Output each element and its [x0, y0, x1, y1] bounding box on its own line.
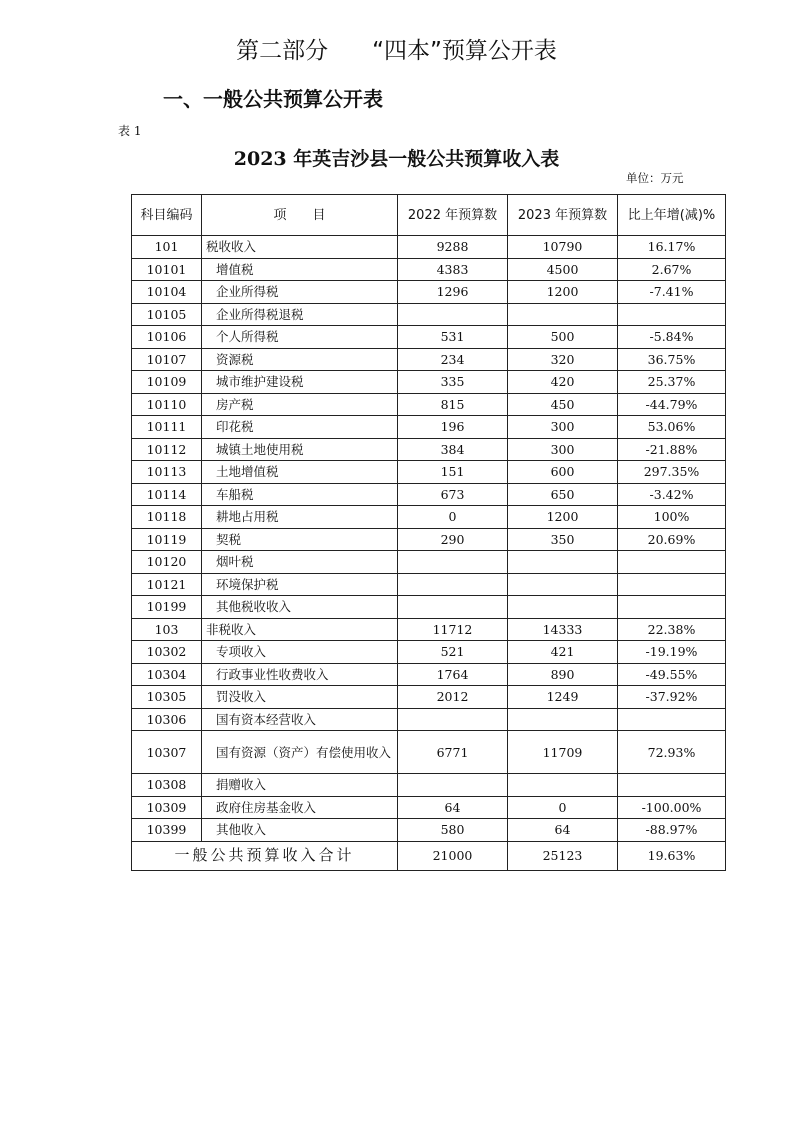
row-value-2023: 1200: [508, 506, 618, 529]
row-item-name: 房产税: [202, 393, 398, 416]
row-value-2023: [508, 596, 618, 619]
row-change-percent: -3.42%: [618, 483, 726, 506]
table-row: [132, 281, 726, 304]
total-2023: 25123: [508, 841, 618, 870]
table-row: [132, 819, 726, 842]
row-value-2023: [508, 708, 618, 731]
row-value-2022: 531: [398, 326, 508, 349]
row-change-percent: -49.55%: [618, 663, 726, 686]
row-value-2022: [398, 551, 508, 574]
table-row: [132, 663, 726, 686]
row-change-percent: 72.93%: [618, 731, 726, 774]
row-value-2023: 11709: [508, 731, 618, 774]
row-code: 10399: [132, 819, 202, 842]
column-header-code: 科目编码: [132, 195, 202, 236]
row-value-2023: 10790: [508, 236, 618, 259]
budget-income-table: [131, 194, 726, 871]
row-item-name: 罚没收入: [202, 686, 398, 709]
row-change-percent: 22.38%: [618, 618, 726, 641]
row-item-name: 其他税收收入: [202, 596, 398, 619]
row-item-name: 政府住房基金收入: [202, 796, 398, 819]
row-item-name: 烟叶税: [202, 551, 398, 574]
row-change-percent: 297.35%: [618, 461, 726, 484]
row-value-2022: 151: [398, 461, 508, 484]
row-code: 10101: [132, 258, 202, 281]
row-code: 10106: [132, 326, 202, 349]
row-value-2022: 234: [398, 348, 508, 371]
row-item-name: 耕地占用税: [202, 506, 398, 529]
row-value-2023: 890: [508, 663, 618, 686]
row-value-2022: 335: [398, 371, 508, 394]
row-code: 10302: [132, 641, 202, 664]
table-row: [132, 326, 726, 349]
table-row: [132, 686, 726, 709]
row-change-percent: 25.37%: [618, 371, 726, 394]
row-change-percent: 16.17%: [618, 236, 726, 259]
row-item-name: 城市维护建设税: [202, 371, 398, 394]
row-item-name: 税收收入: [202, 236, 398, 259]
row-code: 10112: [132, 438, 202, 461]
row-change-percent: -37.92%: [618, 686, 726, 709]
row-item-name: 企业所得税退税: [202, 303, 398, 326]
column-header-2022: 2022 年预算数: [398, 195, 508, 236]
table-row: [132, 393, 726, 416]
table-row: [132, 528, 726, 551]
row-change-percent: 53.06%: [618, 416, 726, 439]
column-header-2023: 2023 年预算数: [508, 195, 618, 236]
row-change-percent: -88.97%: [618, 819, 726, 842]
row-change-percent: 36.75%: [618, 348, 726, 371]
total-2022: 21000: [398, 841, 508, 870]
row-change-percent: [618, 708, 726, 731]
row-value-2022: 196: [398, 416, 508, 439]
row-change-percent: -21.88%: [618, 438, 726, 461]
row-value-2022: 521: [398, 641, 508, 664]
row-code: 10119: [132, 528, 202, 551]
row-item-name: 国有资本经营收入: [202, 708, 398, 731]
table-row: [132, 551, 726, 574]
row-value-2023: 0: [508, 796, 618, 819]
row-code: 10309: [132, 796, 202, 819]
row-code: 10107: [132, 348, 202, 371]
row-change-percent: -19.19%: [618, 641, 726, 664]
row-code: 10306: [132, 708, 202, 731]
row-value-2022: [398, 708, 508, 731]
table-row: [132, 258, 726, 281]
row-change-percent: [618, 596, 726, 619]
row-value-2022: 815: [398, 393, 508, 416]
row-code: 10111: [132, 416, 202, 439]
row-change-percent: [618, 573, 726, 596]
row-change-percent: -100.00%: [618, 796, 726, 819]
row-value-2023: [508, 573, 618, 596]
table-header-row: [132, 195, 726, 236]
row-item-name: 个人所得税: [202, 326, 398, 349]
table-row: [132, 573, 726, 596]
table-row: [132, 731, 726, 774]
row-code: 101: [132, 236, 202, 259]
row-value-2022: 9288: [398, 236, 508, 259]
table-row: [132, 438, 726, 461]
row-value-2022: 580: [398, 819, 508, 842]
row-code: 10114: [132, 483, 202, 506]
row-value-2022: 0: [398, 506, 508, 529]
table-body: [132, 236, 726, 842]
total-change: 19.63%: [618, 841, 726, 870]
table-row: [132, 236, 726, 259]
table-row: [132, 796, 726, 819]
table-row: [132, 506, 726, 529]
row-value-2023: 1249: [508, 686, 618, 709]
row-change-percent: 100%: [618, 506, 726, 529]
row-value-2022: [398, 596, 508, 619]
row-code: 103: [132, 618, 202, 641]
row-code: 10121: [132, 573, 202, 596]
row-change-percent: 2.67%: [618, 258, 726, 281]
row-item-name: 印花税: [202, 416, 398, 439]
row-change-percent: [618, 551, 726, 574]
row-value-2022: [398, 573, 508, 596]
row-value-2023: 500: [508, 326, 618, 349]
row-value-2022: 384: [398, 438, 508, 461]
row-item-name: 环境保护税: [202, 573, 398, 596]
row-value-2022: [398, 774, 508, 797]
row-item-name: 国有资源（资产）有偿使用收入: [202, 731, 398, 774]
table-row: [132, 416, 726, 439]
row-item-name: 增值税: [202, 258, 398, 281]
table-row: [132, 461, 726, 484]
row-change-percent: -44.79%: [618, 393, 726, 416]
row-item-name: 契税: [202, 528, 398, 551]
row-value-2022: 2012: [398, 686, 508, 709]
page-title: [0, 32, 793, 65]
row-code: 10120: [132, 551, 202, 574]
row-value-2023: 4500: [508, 258, 618, 281]
table-row: [132, 641, 726, 664]
row-item-name: 车船税: [202, 483, 398, 506]
row-value-2023: 650: [508, 483, 618, 506]
row-value-2023: 300: [508, 438, 618, 461]
row-value-2023: 300: [508, 416, 618, 439]
row-item-name: 非税收入: [202, 618, 398, 641]
row-value-2023: [508, 774, 618, 797]
table-row: [132, 774, 726, 797]
row-value-2022: 1764: [398, 663, 508, 686]
row-value-2023: 350: [508, 528, 618, 551]
total-row: [132, 841, 726, 870]
part-name: “四本”预算公开表: [372, 38, 557, 64]
table-row: [132, 371, 726, 394]
table-row: [132, 708, 726, 731]
row-item-name: 捐赠收入: [202, 774, 398, 797]
row-item-name: 专项收入: [202, 641, 398, 664]
row-value-2023: 600: [508, 461, 618, 484]
row-code: 10308: [132, 774, 202, 797]
row-value-2022: [398, 303, 508, 326]
row-code: 10109: [132, 371, 202, 394]
row-code: 10110: [132, 393, 202, 416]
table-row: [132, 348, 726, 371]
section-title: 一、一般公共预算公开表: [163, 87, 383, 111]
row-value-2022: 6771: [398, 731, 508, 774]
row-code: 10105: [132, 303, 202, 326]
row-value-2023: [508, 303, 618, 326]
row-value-2023: 320: [508, 348, 618, 371]
row-value-2023: 64: [508, 819, 618, 842]
total-label: 一般公共预算收入合计: [132, 841, 398, 870]
part-label: 第二部分: [236, 38, 329, 64]
row-code: 10118: [132, 506, 202, 529]
row-change-percent: [618, 303, 726, 326]
row-value-2022: 64: [398, 796, 508, 819]
row-code: 10104: [132, 281, 202, 304]
row-code: 10304: [132, 663, 202, 686]
table-row: [132, 618, 726, 641]
table-title: 2023 年英吉沙县一般公共预算收入表: [233, 148, 560, 170]
row-item-name: 企业所得税: [202, 281, 398, 304]
row-code: 10307: [132, 731, 202, 774]
row-value-2023: 14333: [508, 618, 618, 641]
row-item-name: 城镇土地使用税: [202, 438, 398, 461]
row-code: 10113: [132, 461, 202, 484]
row-item-name: 土地增值税: [202, 461, 398, 484]
table-row: [132, 303, 726, 326]
row-value-2022: 4383: [398, 258, 508, 281]
row-value-2023: 1200: [508, 281, 618, 304]
column-header-item: 项 目: [202, 195, 398, 236]
row-value-2023: [508, 551, 618, 574]
table-number: 表 1: [118, 124, 142, 138]
row-value-2022: 1296: [398, 281, 508, 304]
column-header-change: 比上年增(减)%: [618, 195, 726, 236]
row-change-percent: [618, 774, 726, 797]
row-code: 10199: [132, 596, 202, 619]
row-change-percent: 20.69%: [618, 528, 726, 551]
row-value-2022: 11712: [398, 618, 508, 641]
row-change-percent: -7.41%: [618, 281, 726, 304]
row-item-name: 行政事业性收费收入: [202, 663, 398, 686]
unit-label: 单位：万元: [626, 171, 684, 185]
table-row: [132, 483, 726, 506]
row-value-2022: 673: [398, 483, 508, 506]
row-change-percent: -5.84%: [618, 326, 726, 349]
row-value-2023: 450: [508, 393, 618, 416]
row-value-2023: 421: [508, 641, 618, 664]
table-row: [132, 596, 726, 619]
row-value-2023: 420: [508, 371, 618, 394]
row-value-2022: 290: [398, 528, 508, 551]
row-code: 10305: [132, 686, 202, 709]
row-item-name: 资源税: [202, 348, 398, 371]
row-item-name: 其他收入: [202, 819, 398, 842]
